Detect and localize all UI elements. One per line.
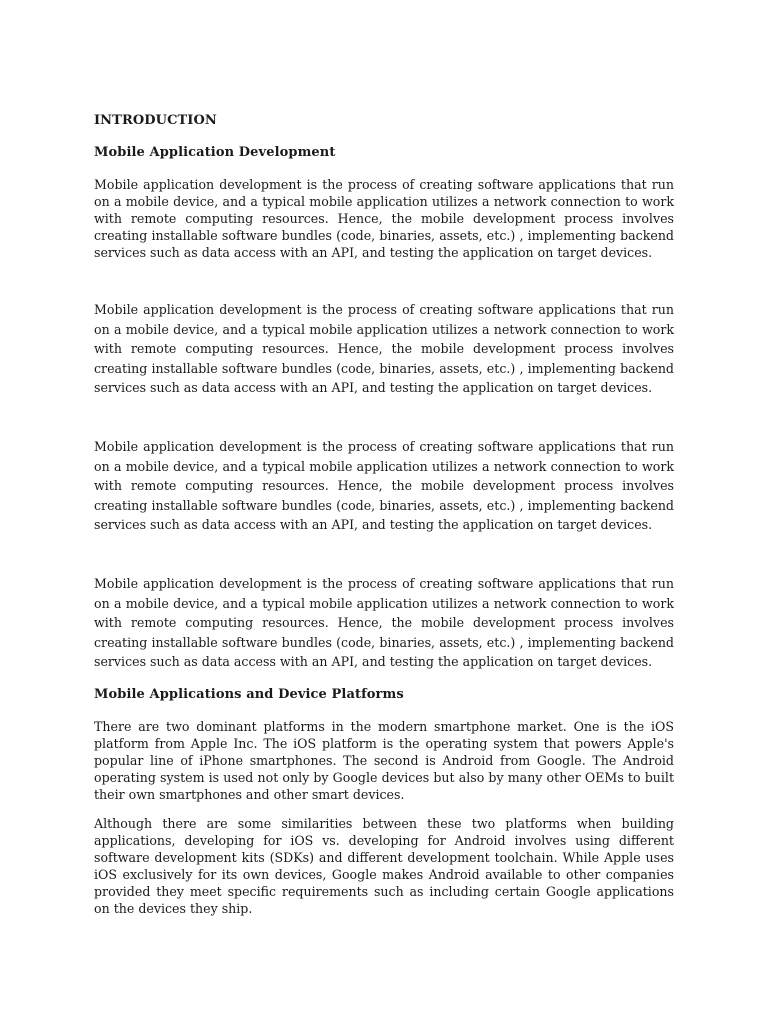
paragraph: Mobile application development is the process of creating software applications that run on a mobile device, and a typical mobile application utilizes a network connection to work with remote computing resources. Hence, the mobile development process involves creating installable software bundles (code, binaries, assets, etc.) , implementing backend services such as data access with an API, and testing the application on target devices. xyxy=(94,438,674,533)
section-heading-device-platforms: Mobile Applications and Device Platforms xyxy=(94,686,404,702)
paragraph: There are two dominant platforms in the modern smartphone market. One is the iOS platform from Apple Inc. The iOS platform is the operating system that powers Apple's popular line of iPhone smartphones. The second is Android from Google. The Android operating system is used not only by Google devices but also by many other OEMs to built their own smartphones and other smart devices. xyxy=(94,718,674,802)
document-title: INTRODUCTION xyxy=(94,113,217,128)
paragraph: Mobile application development is the process of creating software applications that run on a mobile device, and a typical mobile application utilizes a network connection to work with remote computing resources. Hence, the mobile development process involves creating installable software bundles (code, binaries, assets, etc.) , implementing backend services such as data access with an API, and testing the application on target devices. xyxy=(94,302,674,396)
document-page xyxy=(94,112,674,917)
section-heading-mobile-app-development: Mobile Application Development xyxy=(94,145,336,160)
paragraph: Mobile application development is the process of creating software applications that run on a mobile device, and a typical mobile application utilizes a network connection to work with remote computing resources. Hence, the mobile development process involves creating installable software bundles (code, binaries, assets, etc.) , implementing backend services such as data access with an API, and testing the application on target devices. xyxy=(94,177,674,260)
paragraph: Although there are some similarities between these two platforms when building applications, developing for iOS vs. developing for Android involves using different software development kits (SDKs) and different development toolchain. While Apple uses iOS exclusively for its own devices, Google makes Android available to other companies provided they meet specific requirements such as including certain Google applications on the devices they ship. xyxy=(94,815,674,916)
paragraph: Mobile application development is the process of creating software applications that run on a mobile device, and a typical mobile application utilizes a network connection to work with remote computing resources. Hence, the mobile development process involves creating installable software bundles (code, binaries, assets, etc.) , implementing backend services such as data access with an API, and testing the application on target devices. xyxy=(94,575,674,670)
